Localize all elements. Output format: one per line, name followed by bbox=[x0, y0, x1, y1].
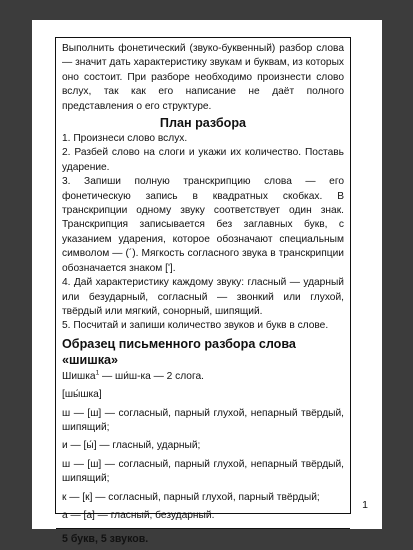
plan-step: 5. Посчитай и запиши количество звуков и букв в слове. bbox=[62, 320, 329, 332]
document-page bbox=[32, 20, 382, 546]
sample-syllables-text: — ши́ш-ка — 2 слога. bbox=[99, 370, 204, 382]
plan-step: 1. Произнеси слово вслух. bbox=[62, 133, 188, 145]
sound-line: и — [ы́] — гласный, ударный; bbox=[62, 440, 201, 452]
sound-line: к — [к] — согласный, парный глухой, парный твёрдый; bbox=[62, 491, 320, 503]
result-summary: 5 букв, 5 звуков. bbox=[62, 533, 149, 546]
sound-line: ш — [ш] — согласный, парный глухой, непарный твёрдый, шипящий; bbox=[62, 407, 344, 433]
page-number: 1 bbox=[362, 499, 368, 511]
content bbox=[62, 42, 344, 547]
divider bbox=[56, 528, 350, 529]
plan-step: 4. Дай характеристику каждому звуку: гласный — ударный или безударный, согласный — звонкий или глухой, твёрдый или мягкий, сонорный, шипящий. bbox=[62, 277, 344, 317]
sample-syllables bbox=[62, 370, 344, 384]
sound-line: а — [а] — гласный, безударный. bbox=[62, 509, 215, 521]
footnote-mark: 1 bbox=[95, 369, 100, 377]
sample-transcription: [шы́шка] bbox=[62, 389, 102, 401]
intro-paragraph: Выполнить фонетический (звуко-буквенный) разбор слова — значит дать характеристику звукам и буквам, из которых оно состоит. При разборе необходимо произнести слово вслух, так как его написание не даёт полного представления о его структуре. bbox=[62, 43, 344, 112]
plan-title: План разбора bbox=[159, 116, 247, 131]
plan-step: 2. Разбей слово на слоги и укажи их количество. Поставь ударение. bbox=[62, 147, 344, 173]
plan-step: 3. Запиши полную транскрипцию слова — его фонетическую запись в квадратных скобках. В транскрипции одному звуку соответствует один знак. Транскрипция записывается без заглавных букв, с указанием ударения, которое обозначают специальным символом — (´). Мягкость согласного звука в транскрипции обозначается знаком [ʹ]. bbox=[62, 176, 344, 274]
content-frame bbox=[55, 37, 351, 546]
sample-title: Образец письменного разбора слова «шишка» bbox=[62, 336, 296, 367]
sound-line: ш — [ш] — согласный, парный глухой, непарный твёрдый, шипящий; bbox=[62, 458, 344, 485]
sample-word: Шишка bbox=[62, 370, 96, 382]
